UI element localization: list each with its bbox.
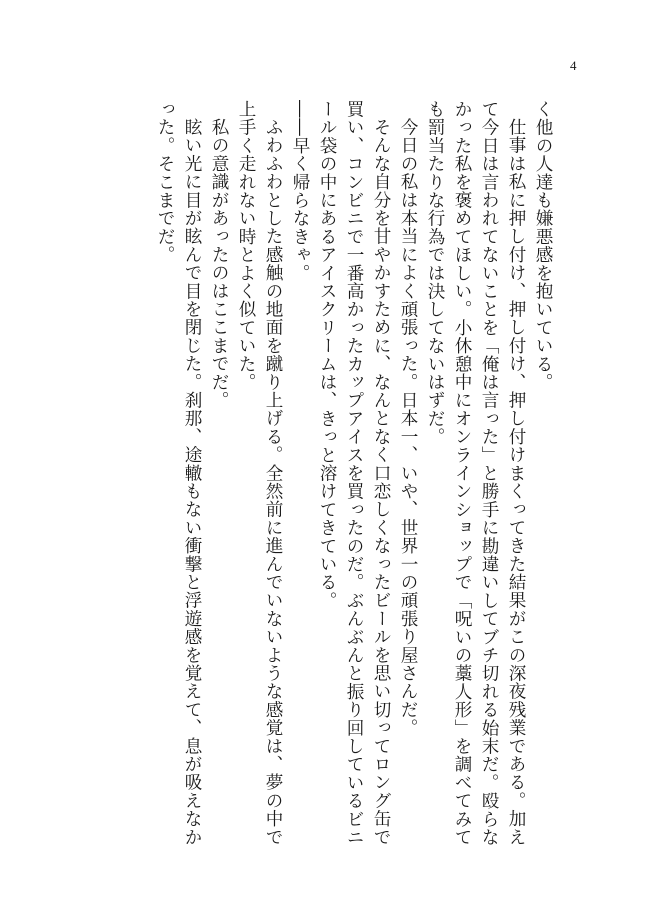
page-number: 4 bbox=[570, 58, 577, 73]
body-text bbox=[151, 100, 556, 862]
paragraph: ふわふわとした感触の地面を蹴り上げる。全然前に進んでいないような感覚は、夢の中で上手く走れない時とよく似ていた。 bbox=[236, 100, 283, 846]
paragraph: 今日の私は本当によく頑張った。日本一、いや、世界一の頑張り屋さんだ。 bbox=[398, 117, 418, 737]
paragraph: く他の人達も嫌悪感を抱いている。 bbox=[533, 100, 553, 392]
paragraph: そんな自分を甘やかすために、なんとなく口恋しくなったビールを思い切ってロング缶で買い、コンビニで一番高かったカップアイスを買ったのだ。ぶんぶんと振り回しているビニール袋の中にあるアイスクリームは、きっと溶けてきている。 bbox=[317, 100, 391, 847]
paragraph: ――早く帰らなきゃ。 bbox=[290, 100, 310, 282]
paragraph: 私の意識があったのはここまでだ。 bbox=[209, 117, 229, 409]
paragraph: 仕事は私に押し付け、押し付け、押し付けまくってきた結果がこの深夜残業である。加えて今日は言われてないことを「俺は言った」と勝手に勘違いしてブチ切れる始末だ。殴らなかった私を褒めてほしい。小休憩中にオンラインショップで「呪いの藁人形」を調べてみても罰当たりな行為では決してないはずだ。 bbox=[425, 100, 526, 847]
paragraph: 眩い光に目が眩んで目を閉じた。刹那、途轍もない衝撃と浮遊感を覚えて、息が吸えなかった。そこまでだ。 bbox=[155, 100, 202, 846]
